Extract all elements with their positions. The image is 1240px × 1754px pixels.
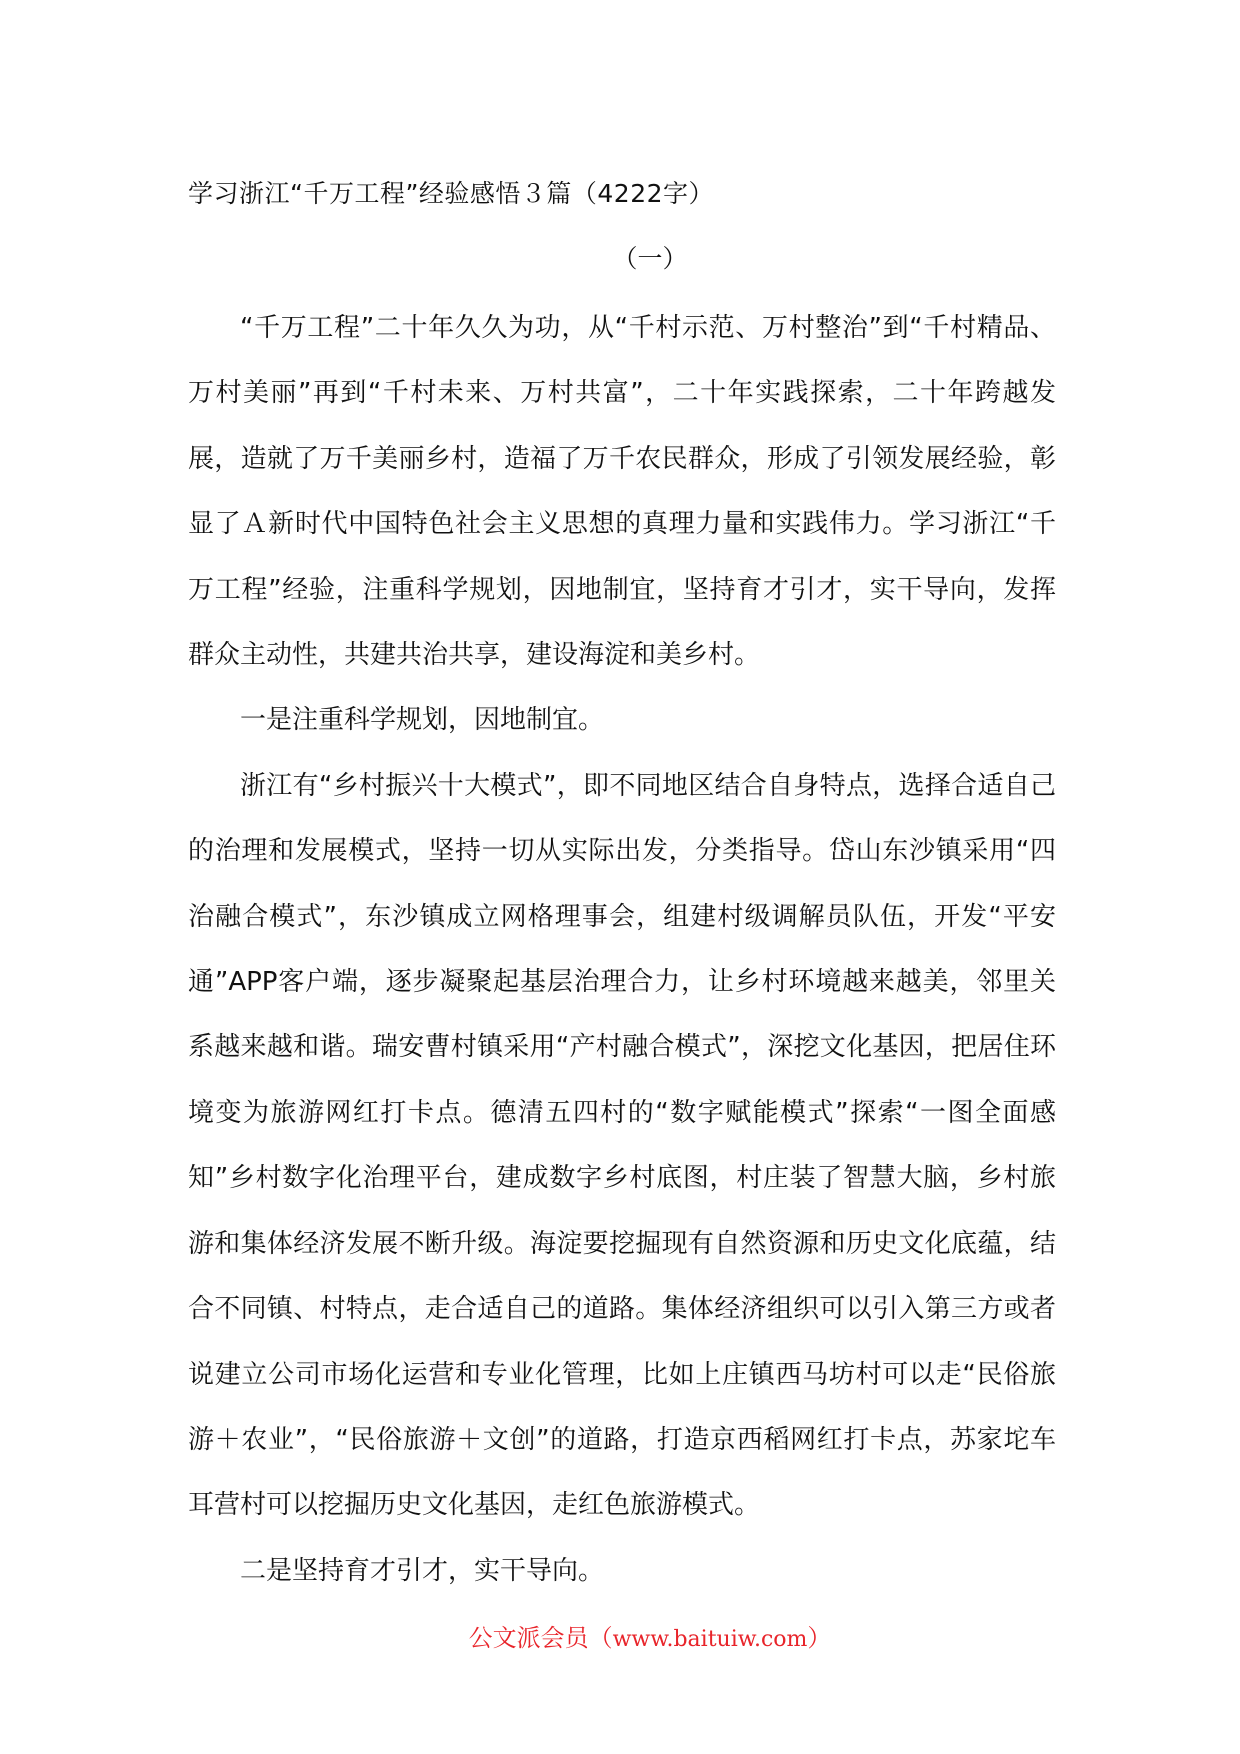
footer-url: www.baituiw.com: [612, 1627, 808, 1652]
section-number: （一）: [612, 244, 688, 273]
document-body: [188, 296, 1056, 1604]
footer-brand: 公文派会员（: [468, 1624, 613, 1652]
paragraph-planning: 浙江有“乡村振兴十大模式”，即不同地区结合自身特点，选择合适自己的治理和发展模式，坚持一切从实际出发，分类指导。岱山东沙镇采用“四治融合模式”，东沙镇成立网格理事会，组建村级调解员队伍，开发“平安通”APP客户端，逐步凝聚起基层治理合力，让乡村环境越来越美，邻里关系越来越和谐。瑞安曹村镇采用“产村融合模式”，深挖文化基因，把居住环境变为旅游网红打卡点。德清五四村的“数字赋能模式”探索“一图全面感知”乡村数字化治理平台，建成数字乡村底图，村庄装了智慧大脑，乡村旅游和集体经济发展不断升级。海淀要挖掘现有自然资源和历史文化底蕴，结合不同镇、村特点，走合适自己的道路。集体经济组织可以引入第三方或者说建立公司市场化运营和专业化管理，比如上庄镇西马坊村可以走“民俗旅游＋农业”，“民俗旅游＋文创”的道路，打造京西稻网红打卡点，苏家坨车耳营村可以挖掘历史文化基因，走红色旅游模式。: [188, 770, 1056, 1521]
footer-close: ）: [807, 1624, 832, 1652]
paragraph-heading-1: 一是注重科学规划，因地制宜。: [240, 705, 605, 736]
document-title: 学习浙江“千万工程”经验感悟３篇（4222字）: [188, 179, 715, 208]
paragraph-heading-2: 二是坚持育才引才，实干导向。: [240, 1555, 605, 1586]
paragraph-intro: “千万工程”二十年久久为功，从“千村示范、万村整治”到“千村精品、万村美丽”再到“千村未来、万村共富”，二十年实践探索，二十年跨越发展，造就了万千美丽乡村，造福了万千农民群众，形成了引领发展经验，彰显了Ａ新时代中国特色社会主义思想的真理力量和实践伟力。学习浙江“千万工程”经验，注重科学规划，因地制宜，坚持育才引才，实干导向，发挥群众主动性，共建共治共享，建设海淀和美乡村。: [188, 313, 1056, 671]
footer-watermark: [0, 1620, 1240, 1658]
